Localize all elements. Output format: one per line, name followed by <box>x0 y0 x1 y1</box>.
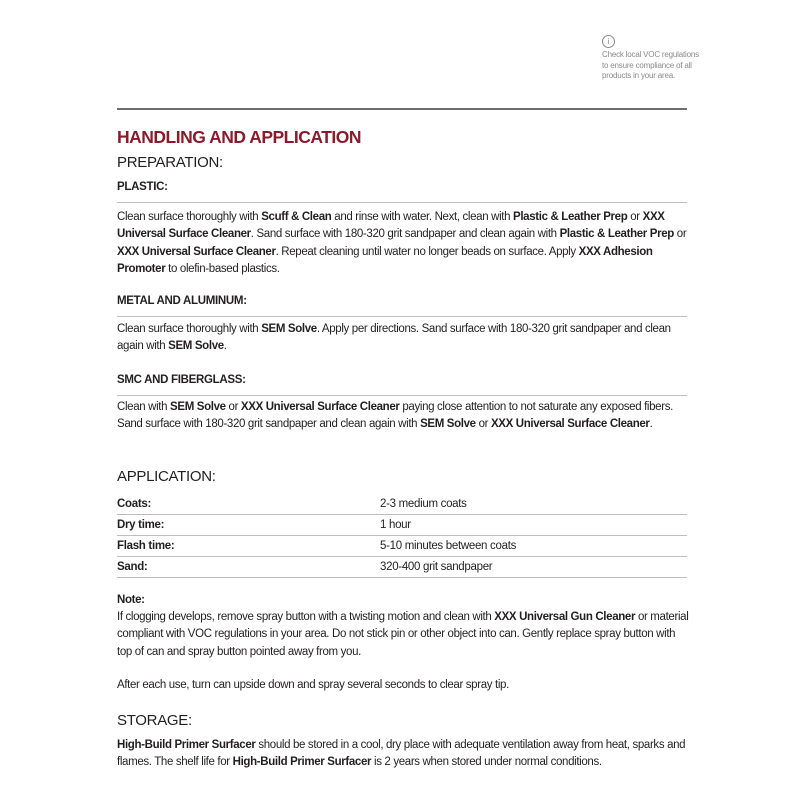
divider <box>117 202 687 203</box>
row-value: 5-10 minutes between coats <box>380 540 517 552</box>
application-heading: APPLICATION: <box>117 468 216 485</box>
note-label: Note: <box>117 594 145 606</box>
row-value: 320-400 grit sandpaper <box>380 561 493 573</box>
text-segment: is 2 years when stored under normal conditions. <box>371 756 602 769</box>
plastic-paragraph <box>117 209 692 278</box>
after-use-paragraph: After each use, turn can upside down and spray several seconds to clear spray tip. <box>117 679 509 691</box>
text-segment: If clogging develops, remove spray button with a twisting motion and clean with <box>117 611 495 623</box>
text-segment: or <box>475 418 491 431</box>
row-label: Sand: <box>117 561 148 573</box>
text-segment: or material compliant with VOC regulations in your area. Do not stick pin or other object into can. Gently replace spray button with top of can and spray button pointed away from you. <box>117 611 689 658</box>
table-row <box>117 515 687 536</box>
page-title: HANDLING AND APPLICATION <box>117 127 362 147</box>
product-name: XXX Adhesion Promoter <box>117 245 653 275</box>
table-row <box>117 557 687 578</box>
storage-heading: STORAGE: <box>117 712 192 729</box>
text-segment: . Repeat cleaning until water no longer beads on surface. Apply <box>275 245 579 258</box>
top-divider <box>117 108 687 110</box>
text-segment: . Apply per directions. Sand surface with 180-320 grit sandpaper and clean again with <box>117 323 671 353</box>
text-segment: or <box>627 211 643 223</box>
product-name: Plastic & Leather Prep <box>513 211 628 223</box>
product-name: XXX Universal Gun Cleaner <box>494 611 636 623</box>
text-segment: or <box>225 401 241 413</box>
text-segment: Clean surface thoroughly with <box>117 323 262 335</box>
metal-paragraph <box>117 321 692 356</box>
product-name: SEM Solve <box>261 323 317 335</box>
row-value: 2-3 medium coats <box>380 498 467 510</box>
metal-heading: METAL AND ALUMINUM: <box>117 295 247 307</box>
text-segment: . <box>223 340 227 353</box>
text-segment: Clean surface thoroughly with <box>117 211 262 223</box>
text-segment: or <box>673 228 687 241</box>
product-name: XXX Universal Surface Cleaner <box>117 211 665 241</box>
preparation-heading: PREPARATION: <box>117 154 223 171</box>
product-name: High-Build Primer Surfacer <box>232 756 372 769</box>
product-name: XXX Universal Surface Cleaner <box>490 418 650 431</box>
info-icon: i <box>602 35 615 48</box>
product-name: SEM Solve <box>168 340 224 353</box>
smc-heading: SMC AND FIBERGLASS: <box>117 374 246 386</box>
note-paragraph <box>117 609 692 661</box>
smc-paragraph <box>117 399 692 434</box>
voc-note <box>602 35 702 82</box>
voc-note-text: Check local VOC regulations to ensure compliance of all products in your area. <box>602 50 699 80</box>
text-segment: and rinse with water. Next, clean with <box>331 211 514 223</box>
text-segment: to olefin-based plastics. <box>165 262 280 275</box>
plastic-heading: PLASTIC: <box>117 181 168 193</box>
table-row <box>117 494 687 515</box>
product-name: SEM Solve <box>170 401 226 413</box>
row-label: Coats: <box>117 498 151 510</box>
product-name: XXX Universal Surface Cleaner <box>240 401 400 413</box>
text-segment: . <box>649 418 653 431</box>
product-name: Plastic & Leather Prep <box>559 228 674 241</box>
row-value: 1 hour <box>380 519 411 531</box>
divider <box>117 395 687 396</box>
product-name: SEM Solve <box>420 418 476 431</box>
divider <box>117 316 687 317</box>
text-segment: Clean with <box>117 401 171 413</box>
product-name: High-Build Primer Surfacer <box>117 739 256 751</box>
product-name: Scuff & Clean <box>261 211 332 223</box>
product-name: XXX Universal Surface Cleaner <box>117 245 276 258</box>
text-segment: should be stored in a cool, dry place with adequate ventilation away from heat, sparks and flames. The shelf life for <box>117 739 686 769</box>
row-label: Flash time: <box>117 540 175 552</box>
row-label: Dry time: <box>117 519 165 531</box>
text-segment: . Sand surface with 180-320 grit sandpaper and clean again with <box>250 228 560 241</box>
storage-paragraph <box>117 737 692 772</box>
table-row <box>117 536 687 557</box>
text-segment: paying close attention to not saturate any exposed fibers. Sand surface with 180-320 grit sandpaper and clean again with <box>117 401 673 431</box>
